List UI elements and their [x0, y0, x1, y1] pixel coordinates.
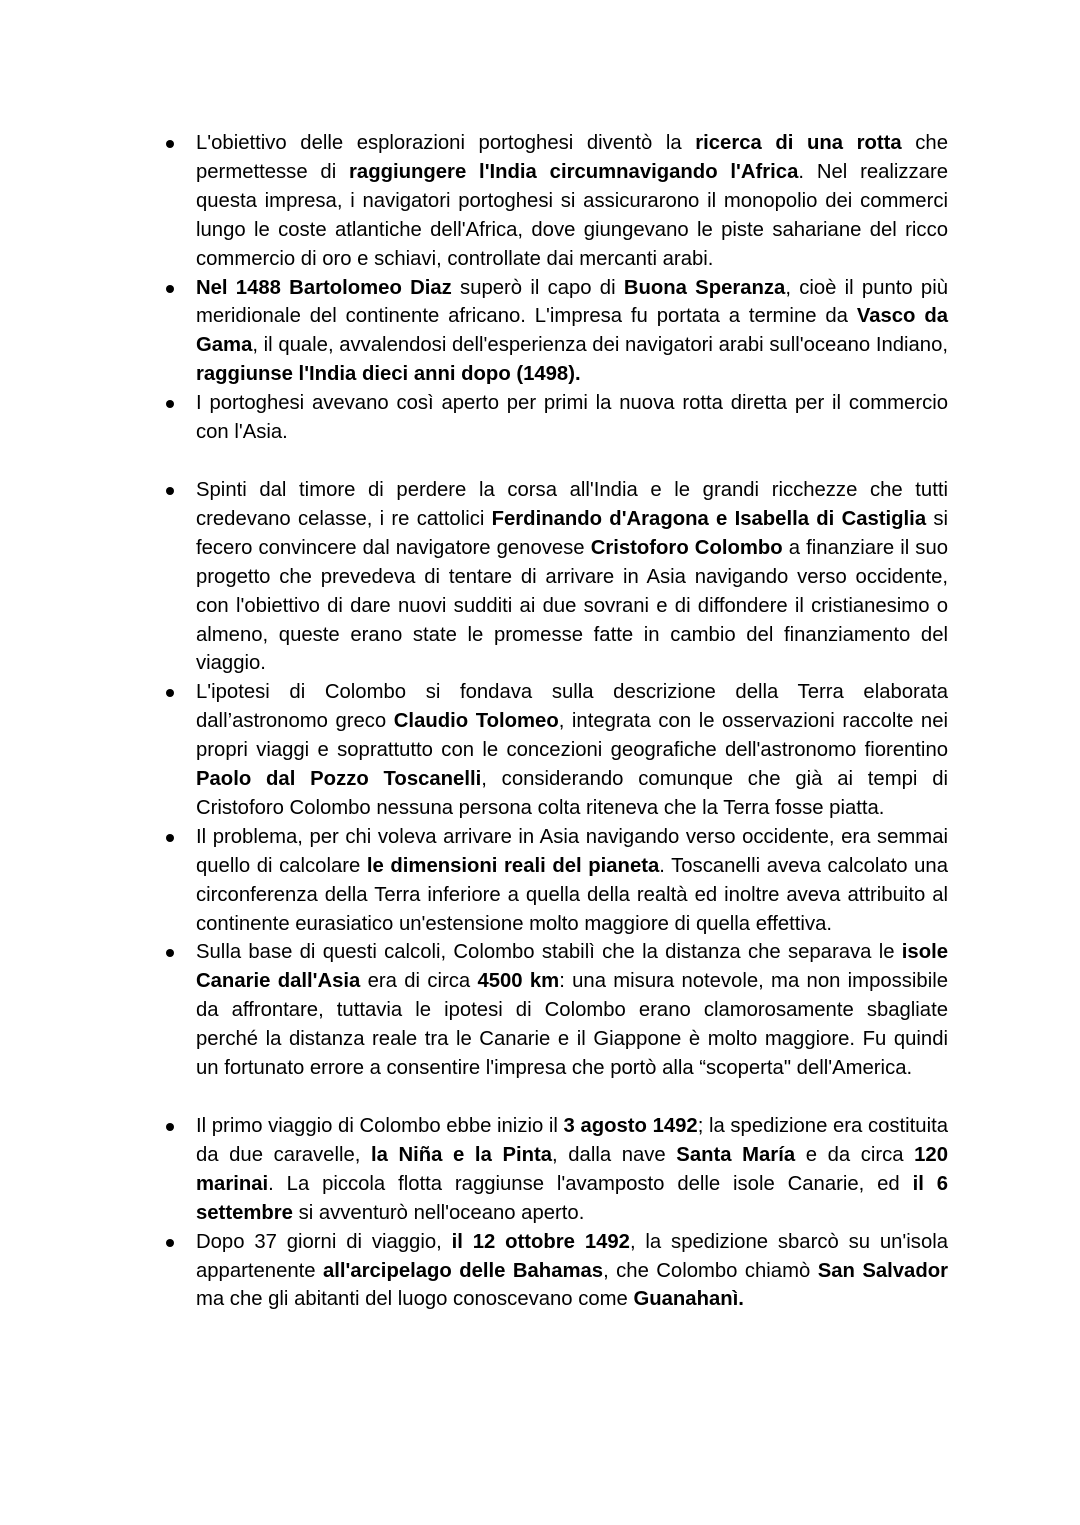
bold-text: Santa María: [676, 1143, 796, 1166]
body-text: era di circa: [360, 970, 478, 993]
body-text: ma che gli abitanti del luogo conoscevano come: [196, 1288, 634, 1311]
bold-text: Nel 1488 Bartolomeo Diaz: [196, 276, 452, 299]
bold-text: isole Canarie dall'Asia: [196, 941, 948, 993]
bold-text: le dimensioni reali del pianeta: [366, 854, 660, 877]
body-text: Sulla base di questi calcoli, Colombo stabilì che la distanza che separava le: [196, 941, 902, 964]
bullet-dot-icon: [166, 487, 174, 495]
bullet-item: [160, 1228, 948, 1315]
bold-text: il 6 settembre: [196, 1172, 948, 1224]
body-text: che permettesse di: [196, 132, 948, 183]
bold-text: raggiungere l'India circumnavigando l'Africa: [349, 160, 799, 183]
bullet-list: [160, 476, 948, 1083]
body-text: Spinti dal timore di perdere la corsa all'India e le grandi ricchezze che tutti credevano celasse, i re cattolici: [196, 478, 948, 530]
bold-text: Cristoforo Colombo: [590, 536, 783, 559]
bold-text: 3 agosto 1492: [563, 1115, 698, 1137]
body-text: I portoghesi avevano così aperto per primi la nuova rotta diretta per il commercio con l'Asia.: [196, 392, 948, 444]
body-text: superò il capo di: [451, 276, 624, 299]
body-text: . Nel realizzare questa impresa, i navigatori portoghesi si assicurarono il monopolio dei commerci lungo le coste atlantiche dell'Africa, dove giungevano le piste sahariane del ricco commercio di oro e schiavi, controllate dai mercanti arabi.: [196, 160, 948, 270]
bold-text: Vasco da Gama: [196, 305, 948, 357]
bullet-dot-icon: [166, 400, 174, 408]
body-text: . Toscanelli aveva calcolato una circonferenza della Terra inferiore a quella della realtà ed inoltre aveva attribuito al continente eurasiatico un'estensione molto maggiore di quella effettiva.: [196, 854, 948, 935]
bullet-item: [160, 678, 948, 823]
bullet-list: [160, 1112, 948, 1314]
bullet-dot-icon: [166, 1239, 174, 1247]
body-text: Il primo viaggio di Colombo ebbe inizio il: [196, 1115, 564, 1137]
bold-text: ricerca di una rotta: [695, 132, 902, 154]
body-text: L'ipotesi di Colombo si fondava sulla descrizione della Terra elaborata dall’astronomo greco: [196, 681, 948, 733]
bold-text: raggiunse l'India dieci anni dopo (1498).: [196, 363, 581, 386]
bold-text: San Salvador: [817, 1259, 948, 1282]
bullet-item: [160, 823, 948, 939]
bullet-dot-icon: [166, 949, 174, 957]
body-text: . La piccola flotta raggiunse l'avamposto delle isole Canarie, ed: [268, 1172, 913, 1195]
body-text: si avventurò nell'oceano aperto.: [292, 1201, 585, 1224]
bold-text: 4500 km: [477, 970, 560, 993]
bullet-list: [160, 129, 948, 447]
bullet-dot-icon: [166, 1123, 174, 1131]
bold-text: Buona Speranza: [623, 276, 786, 299]
document-body: [160, 129, 948, 1314]
bold-text: la Niña e la Pinta: [371, 1143, 553, 1166]
body-text: , integrata con le osservazioni raccolte nei propri viaggi e soprattutto con le concezioni geografiche dell'astronomo fiorentino: [196, 710, 948, 762]
bullet-item: [160, 389, 948, 447]
document-page: [160, 129, 948, 1314]
bold-text: Guanahanì.: [633, 1288, 744, 1311]
bullet-dot-icon: [166, 285, 174, 293]
body-text: , il quale, avvalendosi dell'esperienza dei navigatori arabi sull'oceano Indiano,: [252, 334, 948, 357]
body-text: a finanziare il suo progetto che prevedeva di tentare di arrivare in Asia navigando verso occidente, con l'obiettivo di dare nuovi sudditi ai due sovrani e di diffondere il cristianesimo o almeno, queste erano state le promesse fatte in cambio del finanziamento del viaggio.: [196, 536, 949, 675]
body-text: , dalla nave: [552, 1143, 677, 1166]
body-text: , cioè il punto più meridionale del continente africano. L'impresa fu portata a termine da: [196, 276, 948, 328]
bold-text: Claudio Tolomeo: [393, 710, 559, 733]
body-text: si fecero convincere dal navigatore genovese: [196, 507, 949, 559]
bullet-item: [160, 129, 948, 274]
bold-text: Paolo dal Pozzo Toscanelli: [196, 768, 482, 791]
bullet-item: [160, 938, 948, 1083]
body-text: Il problema, per chi voleva arrivare in Asia navigando verso occidente, era semmai quello di calcolare: [196, 825, 948, 877]
bullet-dot-icon: [166, 689, 174, 697]
body-text: , che Colombo chiamò: [603, 1259, 818, 1282]
bullet-item: [160, 476, 948, 678]
bold-text: il 12 ottobre 1492: [451, 1230, 630, 1253]
body-text: ; la spedizione era costituita da due caravelle,: [196, 1115, 948, 1166]
bullet-dot-icon: [166, 140, 174, 148]
bold-text: all'arcipelago delle Bahamas: [322, 1259, 604, 1282]
bullet-item: [160, 1112, 948, 1228]
bold-text: Ferdinando d'Aragona e Isabella di Castiglia: [491, 507, 927, 530]
bullet-item: [160, 274, 948, 390]
body-text: Dopo 37 giorni di viaggio,: [196, 1230, 452, 1253]
paragraph-spacer: [160, 447, 948, 476]
body-text: L'obiettivo delle esplorazioni portoghesi diventò la: [196, 132, 696, 154]
body-text: , considerando comunque che già ai tempi di Cristoforo Colombo nessuna persona colta riteneva che la Terra fosse piatta.: [196, 768, 948, 819]
paragraph-spacer: [160, 1083, 948, 1112]
body-text: , la spedizione sbarcò su un'isola appartenente: [196, 1230, 949, 1282]
body-text: : una misura notevole, ma non impossibile da affrontare, tuttavia le ipotesi di Colombo erano clamorosamente sbagliate perché la distanza reale tra le Canarie e il Giappone è molto maggiore. Fu quindi un fortunato errore a consentire l'impresa che portò alla “scoperta" dell'America.: [196, 970, 948, 1080]
bullet-dot-icon: [166, 834, 174, 842]
body-text: e da circa: [795, 1143, 915, 1166]
bold-text: 120 marinai: [196, 1143, 948, 1195]
